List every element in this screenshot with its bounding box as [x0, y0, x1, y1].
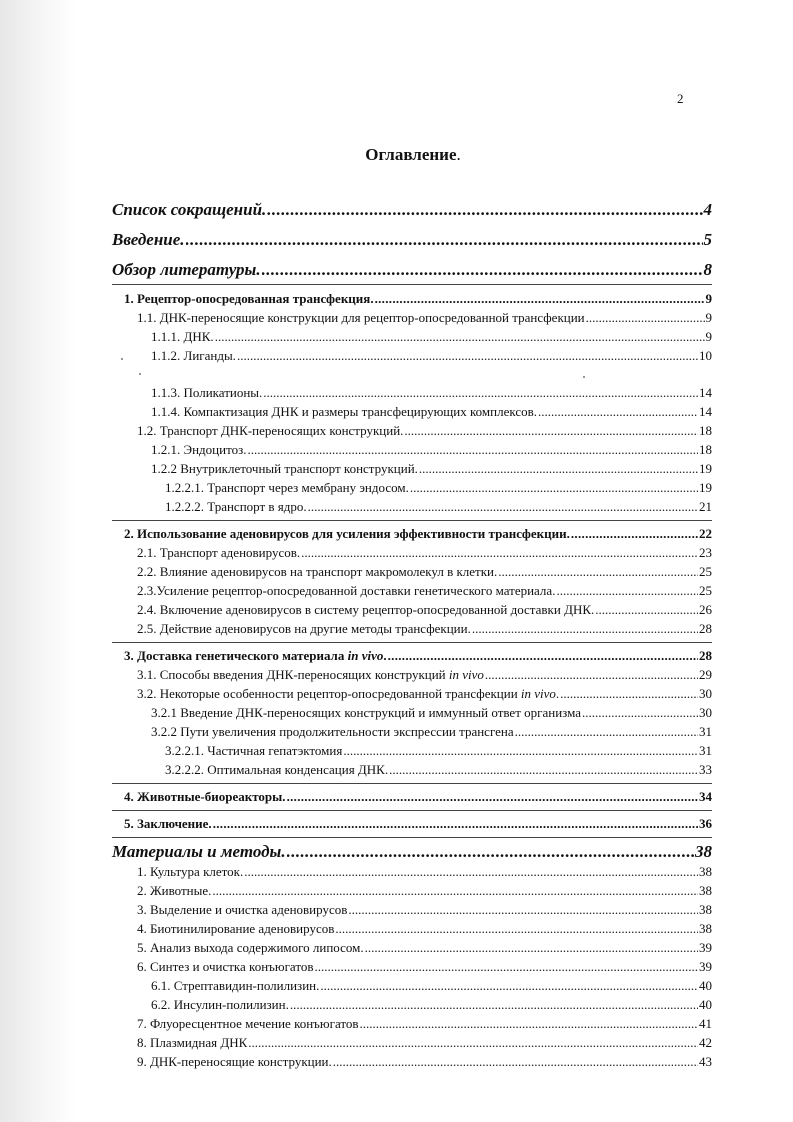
toc-leader: [582, 705, 698, 721]
section-divider: [112, 783, 712, 784]
section-divider: [112, 642, 712, 643]
toc-entry-3-1[interactable]: [137, 667, 712, 683]
toc-entry-page: 5: [703, 230, 712, 249]
toc-entry-page: 18: [699, 423, 712, 438]
toc-entry-2-4[interactable]: [137, 602, 712, 618]
section-divider: [112, 810, 712, 811]
toc-leader: [335, 921, 698, 937]
toc-entry-page: 31: [699, 724, 712, 739]
toc-entry-2-5[interactable]: [137, 621, 712, 637]
toc-entry-1-2-2-1[interactable]: [165, 480, 712, 496]
toc-entry-label: 1.1.3. Поликатионы.: [151, 385, 263, 400]
toc-entry-1-2-2[interactable]: [151, 461, 712, 477]
toc-entry-page: 38: [699, 921, 712, 936]
toc-entry-2-2[interactable]: [137, 564, 712, 580]
toc-entry-label: Обзор литературы.: [112, 260, 261, 279]
toc-entry-mm-8[interactable]: [137, 1035, 712, 1051]
toc-entry-1-2-2-2[interactable]: [165, 499, 712, 515]
toc-entry-literature-review[interactable]: [112, 260, 712, 280]
toc-entry-section-3[interactable]: [124, 648, 712, 664]
toc-entry-label: 5. Заключение.: [124, 816, 212, 831]
toc-leader: [404, 423, 698, 439]
toc-entry-label: 1. Рецептор-опосредованная трансфекция.: [124, 291, 374, 306]
toc-entry-label: 3.2.2.1. Частичная гепатэктомия: [165, 743, 343, 758]
toc-entry-label: 2.2. Влияние аденовирусов на транспорт макромолекул в клетки.: [137, 564, 498, 579]
toc-entry-1-2[interactable]: [137, 423, 712, 439]
toc-entry-page: 39: [699, 959, 712, 974]
toc-entry-label: 2.3.Усиление рецептор-опосредованной доставки генетического материала.: [137, 583, 556, 598]
toc-leader: [538, 404, 698, 420]
toc-entry-page: 9: [705, 310, 712, 325]
toc-leader: [410, 480, 698, 496]
toc-leader: [186, 230, 703, 250]
toc-entry-page: 40: [699, 978, 712, 993]
toc-entry-label: 4. Животные-биореакторы.: [124, 789, 286, 804]
toc-leader: [262, 260, 703, 280]
toc-entry-label: 3.2.2.2. Оптимальная конденсация ДНК.: [165, 762, 389, 777]
toc-entry-1-2-1[interactable]: [151, 442, 712, 458]
toc-entry-label: 2.4. Включение аденовирусов в систему рецептор-опосредованной доставки ДНК.: [137, 602, 595, 617]
toc-entry-label: 7. Флуоресцентное мечение конъюгатов: [137, 1016, 359, 1031]
toc-leader: [248, 1035, 698, 1051]
toc-entry-mm-6[interactable]: [137, 959, 712, 975]
toc-leader: [244, 864, 698, 880]
toc-entry-page: 25: [699, 564, 712, 579]
toc-entry-page: 14: [699, 385, 712, 400]
toc-entry-page: 36: [699, 816, 712, 831]
toc-entry-page: 42: [699, 1035, 712, 1050]
toc-entry-label: 5. Анализ выхода содержимого липосом.: [137, 940, 364, 955]
toc-leader: [485, 667, 698, 683]
toc-entry-label: 1.2. Транспорт ДНК-переносящих конструкций.: [137, 423, 404, 438]
toc-entry-page: 34: [699, 789, 712, 804]
toc-entry-page: 9: [705, 291, 712, 306]
toc-entry-page: 40: [699, 997, 712, 1012]
toc-leader: [287, 789, 698, 805]
toc-leader: [301, 545, 698, 561]
toc-entry-page: 38: [699, 883, 712, 898]
toc-entry-section-1[interactable]: [124, 291, 712, 307]
toc-leader: [320, 978, 698, 994]
toc-entry-page: 9: [705, 329, 712, 344]
toc-entry-label: Список сокращений.: [112, 200, 267, 219]
toc-entry-abbreviations[interactable]: [112, 200, 712, 220]
scan-speck: [583, 376, 585, 378]
toc-entry-mm-6-1[interactable]: [151, 978, 712, 994]
toc-entry-page: 33: [699, 762, 712, 777]
toc-entry-label: 2. Животные.: [137, 883, 212, 898]
toc-entry-3-2-2[interactable]: [151, 724, 712, 740]
toc-entry-page: 30: [699, 686, 712, 701]
toc-entry-page: 18: [699, 442, 712, 457]
toc-entry-mm-9[interactable]: [137, 1054, 712, 1070]
toc-entry-label: 6.2. Инсулин-полилизин.: [151, 997, 289, 1012]
toc-entry-label: 1.2.2.1. Транспорт через мембрану эндосом.: [165, 480, 409, 495]
toc-entry-page: 23: [699, 545, 712, 560]
toc-entry-page: 30: [699, 705, 712, 720]
toc-leader: [215, 329, 705, 345]
toc-leader: [375, 291, 705, 307]
page-number: 2: [677, 91, 684, 106]
toc-entry-page: 22: [699, 526, 712, 541]
label-italic: in vivo: [347, 648, 384, 663]
toc-leader: [498, 564, 698, 580]
toc-leader: [586, 310, 705, 326]
toc-leader: [263, 385, 698, 401]
toc-entry-label: 3. Выделение и очистка аденовирусов: [137, 902, 348, 917]
toc-leader: [213, 816, 698, 832]
page-title-text: Оглавление: [365, 145, 457, 164]
scan-speck: [139, 373, 141, 375]
toc-leader: [237, 348, 698, 364]
toc-entry-label: 1. Культура клеток.: [137, 864, 244, 879]
toc-leader: [267, 200, 702, 220]
label-text: 3. Доставка генетического материала: [124, 648, 348, 663]
toc-leader: [247, 442, 698, 458]
toc-entry-label: 1.2.2.2. Транспорт в ядро.: [165, 499, 307, 514]
toc-entry-page: 43: [699, 1054, 712, 1069]
toc-entry-1-1-2[interactable]: [151, 348, 712, 364]
toc-entry-label: 1.2.2 Внутриклеточный транспорт конструкций.: [151, 461, 418, 476]
toc-entry-page: 28: [699, 621, 712, 636]
toc-entry-mm-3[interactable]: [137, 902, 712, 918]
toc-entry-label: 6. Синтез и очистка конъюгатов: [137, 959, 314, 974]
section-divider: [112, 284, 712, 285]
toc-entry-label: 1.1.1. ДНК.: [151, 329, 214, 344]
toc-leader: [315, 959, 699, 975]
toc-entry-label: Введение.: [112, 230, 185, 249]
section-divider: [112, 837, 712, 838]
toc-leader: [419, 461, 698, 477]
toc-entry-page: 39: [699, 940, 712, 955]
toc-entry-page: 38: [699, 864, 712, 879]
toc-entry-3-2[interactable]: [137, 686, 712, 702]
page-title-suffix: .: [456, 145, 461, 164]
toc-entry-label: 6.1. Стрептавидин-полилизин.: [151, 978, 320, 993]
toc-entry-2-3[interactable]: [137, 583, 712, 599]
toc-entry-section-5[interactable]: [124, 816, 712, 832]
toc-entry-label: 1.1.2. Лиганды.: [151, 348, 236, 363]
toc-entry-label: 1.1. ДНК-переносящие конструкции для рецептор-опосредованной трансфекции: [137, 310, 585, 325]
toc-entry-page: 29: [699, 667, 712, 682]
toc-entry-section-4[interactable]: [124, 789, 712, 805]
toc-entry-label: 2.5. Действие аденовирусов на другие методы трансфекции.: [137, 621, 471, 636]
toc-entry-page: 19: [699, 461, 712, 476]
label-italic: in vivo: [520, 686, 556, 701]
toc-entry-page: 8: [703, 260, 712, 279]
section-divider: [112, 520, 712, 521]
toc-entry-page: 10: [699, 348, 712, 363]
toc-entry-label: 1.2.1. Эндоцитоз.: [151, 442, 247, 457]
toc-entry-page: 38: [699, 902, 712, 917]
toc-entry-mm-6-2[interactable]: [151, 997, 712, 1013]
toc-entry-page: 25: [699, 583, 712, 598]
toc-entry-2-1[interactable]: [137, 545, 712, 561]
toc-entry-label: 1.1.4. Компактизация ДНК и размеры трансфецирующих комплексов.: [151, 404, 538, 419]
toc-leader: [333, 1054, 698, 1070]
toc-entry-page: 28: [699, 648, 712, 663]
toc-leader: [389, 762, 698, 778]
toc-entry-page: 21: [699, 499, 712, 514]
toc-entry-materials-methods[interactable]: [112, 842, 712, 862]
label-text: 3.2. Некоторые особенности рецептор-опосредованной трансфекции: [137, 686, 521, 701]
toc-entry-label: 9. ДНК-переносящие конструкции.: [137, 1054, 332, 1069]
toc-entry-page: 4: [703, 200, 712, 219]
toc-entry-label: 4. Биотинилирование аденовирусов: [137, 921, 335, 936]
toc-leader: [290, 997, 698, 1013]
toc-entry-label: [137, 686, 559, 702]
toc-leader: [571, 526, 698, 542]
toc-entry-1-1-1[interactable]: [151, 329, 712, 345]
toc-entry-page: 26: [699, 602, 712, 617]
toc-leader: [515, 724, 698, 740]
label-text: 3.1. Способы введения ДНК-переносящих конструкций: [137, 667, 449, 682]
toc-entry-page: 14: [699, 404, 712, 419]
toc-entry-label: Материалы и методы.: [112, 842, 286, 861]
scan-speck: [121, 358, 123, 360]
toc-entry-label: [137, 667, 484, 683]
toc-leader: [348, 902, 698, 918]
toc-entry-page: 19: [699, 480, 712, 495]
toc-entry-3-2-1[interactable]: [151, 705, 712, 721]
toc-entry-label: 2.1. Транспорт аденовирусов.: [137, 545, 301, 560]
toc-leader: [595, 602, 698, 618]
toc-entry-section-2[interactable]: [124, 526, 712, 542]
toc-leader: [472, 621, 698, 637]
toc-entry-label: 2. Использование аденовирусов для усиления эффективности трансфекции.: [124, 526, 570, 541]
toc-entry-page: 31: [699, 743, 712, 758]
toc-entry-label: 8. Плазмидная ДНК: [137, 1035, 248, 1050]
toc-entry-mm-1[interactable]: [137, 864, 712, 880]
toc-entry-page: 41: [699, 1016, 712, 1031]
toc-leader: [360, 1016, 698, 1032]
toc-entry-3-2-2-1[interactable]: [165, 743, 712, 759]
toc-entry-mm-2[interactable]: [137, 883, 712, 899]
toc-entry-label: 3.2.1 Введение ДНК-переносящих конструкций и иммунный ответ организма: [151, 705, 582, 720]
toc-entry-1-1-3[interactable]: [151, 385, 712, 401]
toc-entry-introduction[interactable]: [112, 230, 712, 250]
toc-entry-1-1-4[interactable]: [151, 404, 712, 420]
toc-entry-3-2-2-2[interactable]: [165, 762, 712, 778]
toc-entry-page: 38: [695, 842, 712, 861]
toc-leader: [388, 648, 698, 664]
toc-entry-mm-7[interactable]: [137, 1016, 712, 1032]
toc-entry-mm-5[interactable]: [137, 940, 712, 956]
toc-entry-mm-4[interactable]: [137, 921, 712, 937]
toc-leader: [560, 686, 698, 702]
label-italic: in vivo: [448, 667, 484, 682]
toc-leader: [212, 883, 698, 899]
toc-leader: [365, 940, 698, 956]
toc-leader: [287, 842, 694, 862]
toc-entry-1-1[interactable]: [137, 310, 712, 326]
label-end: .: [383, 648, 387, 663]
toc-leader: [343, 743, 698, 759]
toc-leader: [308, 499, 698, 515]
toc-leader: [556, 583, 698, 599]
toc-entry-label: [124, 648, 387, 664]
label-end: .: [555, 686, 560, 701]
toc-entry-label: 3.2.2 Пути увеличения продолжительности экспрессии трансгена: [151, 724, 514, 739]
